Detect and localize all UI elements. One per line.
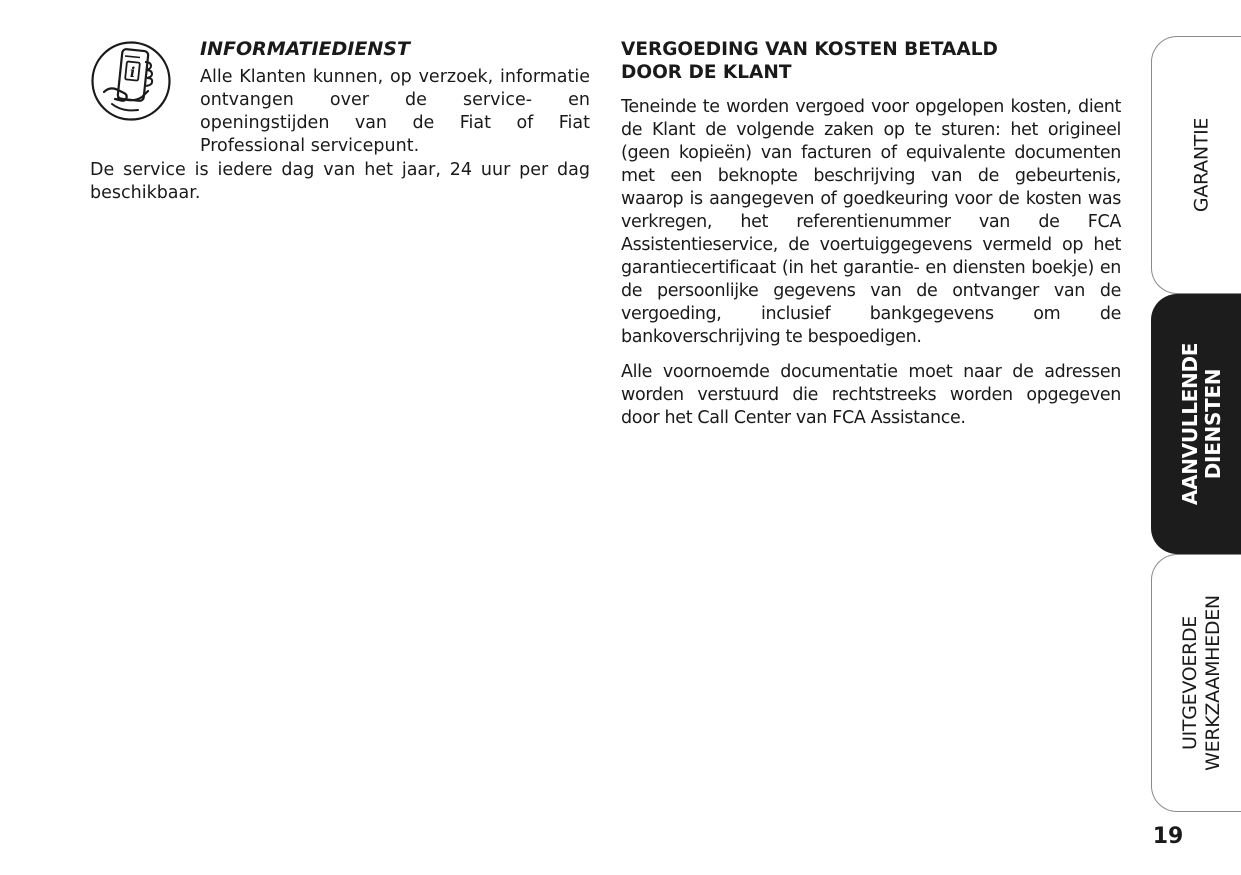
tab-garantie[interactable] <box>1151 36 1241 294</box>
vergoeding-heading <box>621 38 1121 84</box>
tab-aanvullende-line1: AANVULLENDE <box>1177 342 1202 506</box>
informatiedienst-intro: Alle Klanten kunnen, op verzoek, informatie ontvangen over de service- en openingstijden van de Fiat of Fiat Professional servicepunt. <box>200 67 590 156</box>
svg-text:i: i <box>129 65 136 81</box>
vergoeding-heading-line1: VERGOEDING VAN KOSTEN BETAALD <box>621 39 998 60</box>
informatiedienst-heading: INFORMATIEDIENST <box>200 38 410 60</box>
right-column <box>621 38 1121 430</box>
vergoeding-paragraph-2: Alle voornoemde documentatie moet naar de adressen worden verstuurd die rechtstreeks worden opgegeven door het Call Center van FCA Assistance. <box>621 362 1121 428</box>
tab-uitgevoerde-line1: UITGEVOERDE <box>1178 615 1201 751</box>
left-column <box>90 36 590 205</box>
tab-uitgevoerde-werkzaamheden[interactable] <box>1151 554 1241 812</box>
info-phone-icon <box>90 40 172 122</box>
tab-uitgevoerde-line2: WERKZAAMHEDEN <box>1201 595 1224 771</box>
tab-garantie-label: GARANTIE <box>1190 117 1212 213</box>
vergoeding-paragraph-1: Teneinde te worden vergoed voor opgelopen kosten, dient de Klant de volgende zaken op te sturen: het origineel (geen kopieën) van facturen of equivalente documenten met een beknopte beschrijving van de gebeurtenis, waarop is aangegeven of goedkeuring voor de kosten was verkregen, het referentienummer van de FCA Assistentieservice, de voertuiggegevens vermeld op het garantiecertificaat (in het garantie- en diensten boekje) en de persoonlijke gegevens van de ontvanger van de vergoeding, inclusief bankgegevens om de bankoverschrijving te bespoedigen. <box>621 97 1121 347</box>
tab-aanvullende-diensten-label <box>1179 343 1225 505</box>
tab-aanvullende-line2: DIENSTEN <box>1200 368 1225 480</box>
page-number: 19 <box>1152 824 1184 849</box>
tab-uitgevoerde-werkzaamheden-label <box>1179 595 1225 771</box>
vergoeding-heading-line2: DOOR DE KLANT <box>621 62 792 83</box>
tab-aanvullende-diensten[interactable] <box>1151 294 1241 554</box>
informatiedienst-body: De service is iedere dag van het jaar, 24 uur per dag beschikbaar. <box>90 160 590 203</box>
